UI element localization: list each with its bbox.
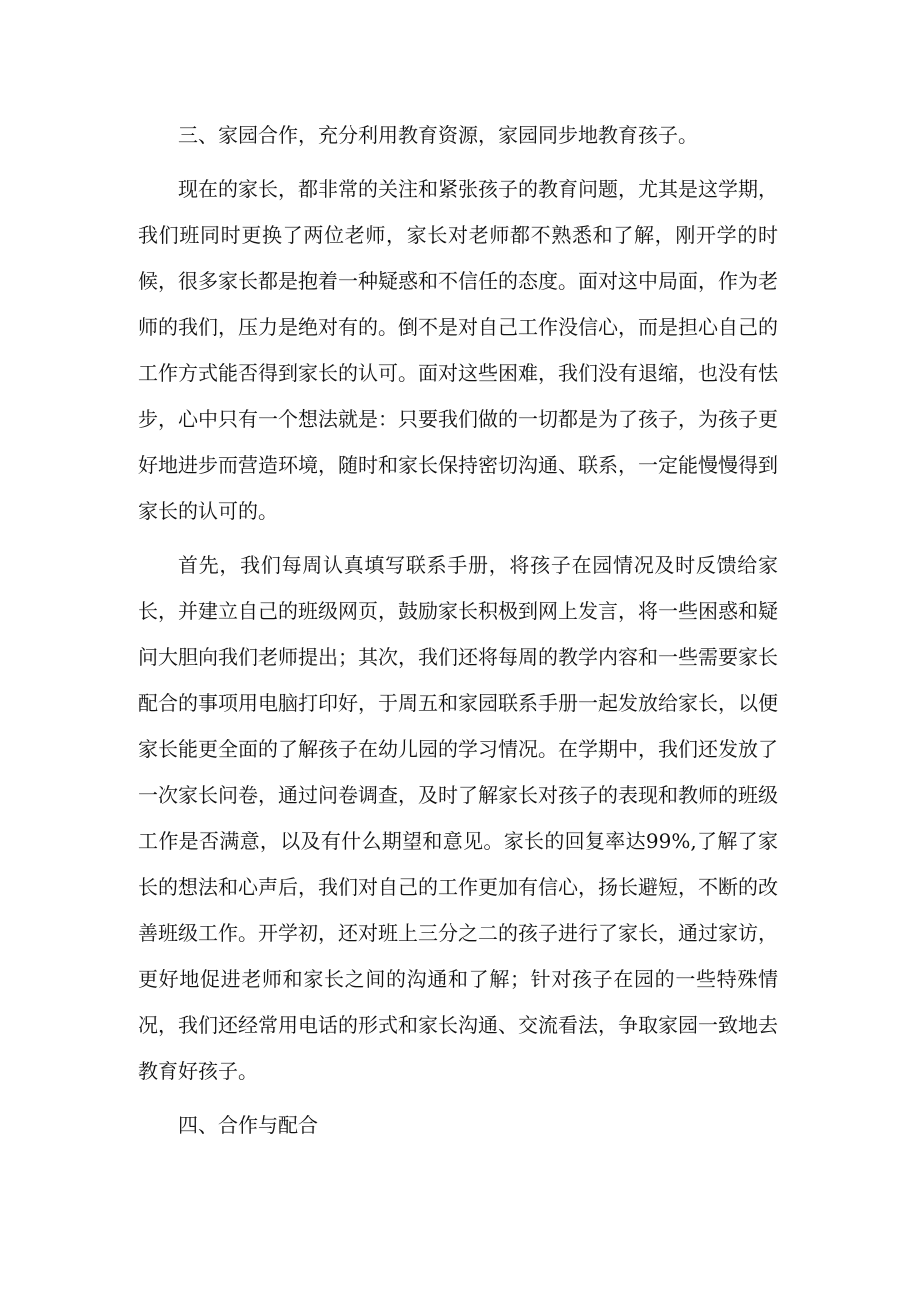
- paragraph-parents-concern: 现在的家长，都非常的关注和紧张孩子的教育问题，尤其是这学期，我们班同时更换了两位老师，家长对老师都不熟悉和了解，刚开学的时候，很多家长都是抱着一种疑惑和不信任的态度。面对这中局面，作为老师的我们，压力是绝对有的。倒不是对自己工作没信心，而是担心自己的工作方式能否得到家长的认可。面对这些困难，我们没有退缩，也没有怯步，心中只有一个想法就是：只要我们做的一切都是为了孩子，为孩子更好地进步而营造环境，随时和家长保持密切沟通、联系，一定能慢慢得到家长的认可的。: [138, 177, 778, 523]
- section-heading-3: 三、家园合作，充分利用教育资源，家园同步地教育孩子。: [178, 123, 698, 147]
- paragraph-communication-methods: 首先，我们每周认真填写联系手册，将孩子在园情况及时反馈给家长，并建立自己的班级网页，鼓励家长积极到网上发言，将一些困惑和疑问大胆向我们老师提出；其次，我们还将每周的教学内容和一些需要家长配合的事项用电脑打印好，于周五和家园联系手册一起发放给家长，以便家长能更全面的了解孩子在幼儿园的学习情况。在学期中，我们还发放了一次家长问卷，通过问卷调查，及时了解家长对孩子的表现和教师的班级工作是否满意，以及有什么期望和意见。家长的回复率达99%,了解了家长的想法和心声后，我们对自己的工作更加有信心，扬长避短，不断的改善班级工作。开学初，还对班上三分之二的孩子进行了家长，通过家访，更好地促进老师和家长之间的沟通和了解；针对孩子在园的一些特殊情况，我们还经常用电话的形式和家长沟通、交流看法，争取家园一致地去教育好孩子。: [138, 553, 778, 1083]
- document-body: [138, 112, 778, 1156]
- section-heading-4: 四、合作与配合: [178, 1113, 318, 1137]
